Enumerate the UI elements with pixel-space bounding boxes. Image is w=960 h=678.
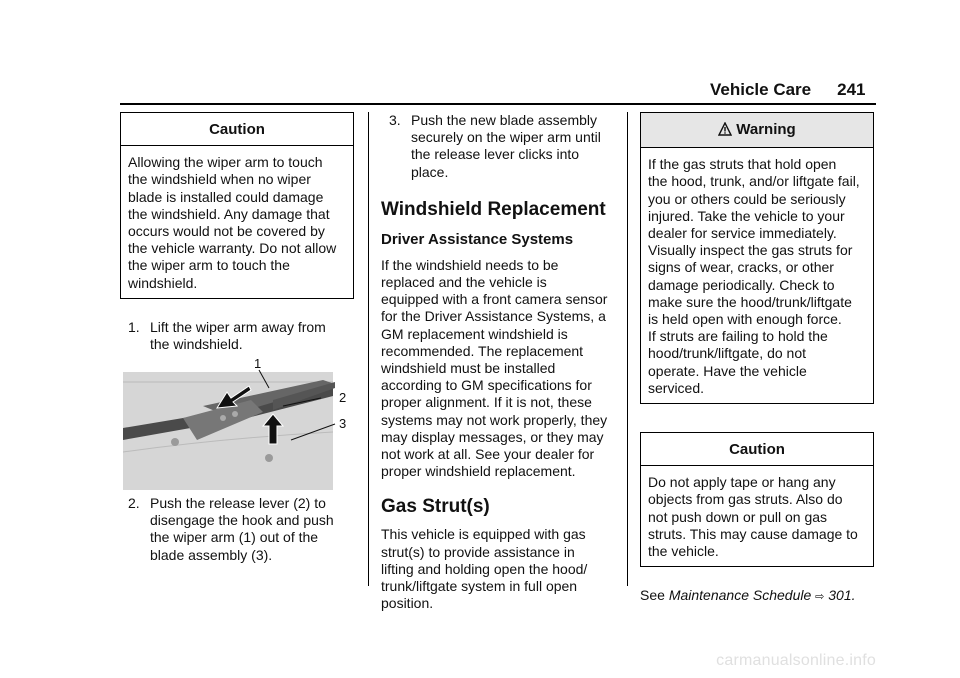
text-line: injured. Take the vehicle to your [648,207,845,224]
warning-header [641,113,873,148]
right-column [640,112,874,606]
heading-driver-assistance: Driver Assistance Systems [381,230,574,248]
text-line: the windshield when no wiper [128,171,311,188]
text-line: the vehicle warranty. Do not allow [128,240,337,257]
text-line: occurs would not be covered by [128,223,325,240]
text-line: strut(s) to provide assistance in [381,543,575,560]
gas-struts-paragraph [381,526,621,612]
warning-triangle-icon [718,122,732,140]
see-reference [640,587,874,606]
callout-3: 3 [339,416,347,431]
text-line: Lift the wiper arm away from [150,318,326,335]
warning-box [640,112,874,404]
text-line: This vehicle is equipped with gas [381,526,586,543]
text-line: objects from gas struts. Also do [648,491,843,508]
text-line: make sure the hood/trunk/liftgate [648,293,852,310]
watermark: carmanualsonline.info [716,652,876,669]
text-line: not work at all. See your dealer for [381,446,595,463]
text-line: systems may not work properly, they [381,411,608,428]
text-line: place. [411,163,449,180]
text-line: serviced. [648,379,705,396]
step-3 [389,112,621,181]
text-line: replaced and the vehicle is [381,274,547,291]
warning-body [641,148,873,403]
caution-body [121,146,353,298]
page-number: 241 [837,80,866,99]
text-line: hood/trunk/liftgate, do not [648,345,806,362]
step-2 [128,495,354,564]
step-number: 2. [128,495,140,511]
callout-2: 2 [339,390,347,405]
text-line: Push the new blade assembly [411,112,597,128]
step-1 [128,319,354,353]
text-line: If the windshield needs to be [381,256,559,273]
text-line: not push down or pull on gas [648,508,828,525]
step-number: 3. [389,112,401,128]
text-line: securely on the wiper arm until [411,129,601,146]
section-title: Vehicle Care [710,80,812,99]
text-line: disengage the hook and push [150,512,334,529]
see-page-number: 301. [828,587,856,604]
wiper-arm-illustration [123,354,355,490]
caution-box-1 [120,112,354,299]
text-line: the hood, trunk, and/or liftgate fail, [648,173,860,190]
column-divider-1 [368,112,369,586]
step-number: 1. [128,318,140,335]
text-line: proper windshield replacement. [381,463,576,480]
text-line: Visually inspect the gas struts for [648,242,853,259]
text-line: If struts are failing to hold the [648,328,828,345]
text-line: struts. This may cause damage to [648,525,858,542]
heading-gas-struts: Gas Strut(s) [381,496,490,518]
page-header [710,80,866,100]
text-line: operate. Have the vehicle [648,362,807,379]
text-line: Allowing the wiper arm to touch [128,154,323,171]
text-line: the release lever clicks into [411,146,580,163]
text-line: may display messages, or they may [381,428,604,445]
text-line: proper alignment. If it is not, these [381,394,592,411]
caution-body [641,466,873,566]
caution-title: Caution [121,113,353,146]
text-line: for the Driver Assistance Systems, a [381,308,606,325]
see-link[interactable]: Maintenance Schedule [668,587,812,604]
middle-column [381,112,621,612]
text-line: signs of wear, cracks, or other [648,259,834,276]
text-line: GM replacement windshield is [381,325,568,342]
text-line: position. [381,595,434,612]
text-line: windshield must be installed [381,360,556,377]
text-line: equipped with a front camera sensor [381,291,608,308]
text-line: If the gas struts that hold open [648,156,837,173]
text-line: the windshield. Any damage that [128,205,330,222]
text-line: the wiper arm to touch the [128,257,290,274]
column-divider-2 [627,112,628,586]
warning-title: Warning [736,121,796,138]
caution-box-2 [640,432,874,567]
text-line: windshield. [128,274,198,291]
header-rule [120,103,876,105]
text-line: according to GM specifications for [381,377,592,394]
text-line: lifting and holding open the hood/ [381,560,588,577]
text-line: recommended. The replacement [381,342,584,359]
text-line: dealer for service immediately. [648,225,837,242]
page-arrow-icon: ⇨ [815,591,825,604]
text-line: Push the release lever (2) to [150,495,326,511]
text-line: the windshield. [150,336,243,353]
text-line: Do not apply tape or hang any [648,474,836,491]
text-line: blade is installed could damage [128,188,324,205]
windshield-paragraph [381,257,621,481]
text-line: trunk/liftgate system in full open [381,578,578,595]
caution-title: Caution [641,433,873,466]
heading-windshield-replacement: Windshield Replacement [381,198,606,220]
text-line: you or others could be seriously [648,190,846,207]
text-line: is held open with enough force. [648,311,842,328]
left-column [120,112,354,353]
text-line: damage periodically. Check to [648,276,835,293]
text-line: blade assembly (3). [150,546,273,563]
see-prefix: See [640,587,665,604]
callout-1: 1 [254,356,262,371]
text-line: the vehicle. [648,543,719,560]
text-line: the wiper arm (1) out of the [150,529,319,546]
